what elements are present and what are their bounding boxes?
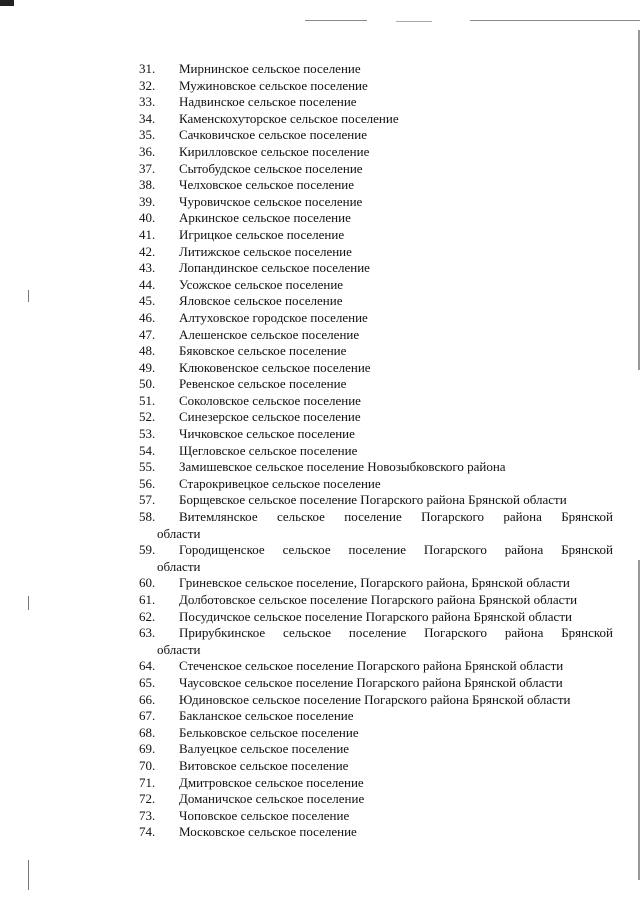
scan-artifact-line [396,21,432,22]
item-number: 63. [139,625,156,641]
scan-artifact-line [305,20,367,21]
item-number: 41. [139,226,156,242]
list-item [0,409,640,426]
item-number: 72. [139,791,156,807]
item-text: Замишевское сельское поселение Новозыбковского района [179,459,506,475]
list-item [0,127,640,144]
item-text: Аркинское сельское поселение [179,210,351,226]
list-item [0,808,640,825]
list-item [0,725,640,742]
item-number: 35. [139,127,156,143]
item-text: Клюковенское сельское поселение [179,359,371,375]
list-item [0,592,640,609]
item-text-continuation: области [157,558,201,574]
item-number: 61. [139,592,156,607]
list-item [0,61,640,78]
list-item [0,376,640,393]
list-item [0,393,640,410]
item-text: Ревенское сельское поселение [179,376,347,392]
list-item [0,227,640,244]
item-number: 40. [139,210,156,226]
list-item [0,492,640,509]
list-item [0,244,640,261]
list-item [0,111,640,128]
item-number: 38. [139,177,156,193]
item-number: 44. [139,276,156,292]
list-item [0,459,640,476]
item-text: Соколовское сельское поселение [179,392,361,408]
list-item [0,327,640,344]
item-number: 49. [139,359,156,375]
list-item [0,791,640,808]
item-text: Чуровичское сельское поселение [179,193,363,209]
item-text: Яловское сельское поселение [179,293,343,309]
item-text: Посудичское сельское поселение Погарского района Брянской области [179,608,572,624]
item-number: 60. [139,575,156,591]
item-number: 31. [139,61,156,76]
list-item [0,210,640,227]
list-item [0,78,640,95]
item-text: Прирубкинское сельское поселение Погарского района Брянской [179,625,613,641]
item-text: Синезерское сельское поселение [179,409,361,425]
list-item [0,575,640,592]
list-item [0,310,640,327]
item-text: Витовское сельское поселение [179,757,349,773]
list-item [0,692,640,709]
list-item [0,509,640,542]
list-item [0,144,640,161]
item-number: 47. [139,326,156,342]
item-text: Гриневское сельское поселение, Погарского района, Брянской области [179,575,570,591]
list-item [0,625,640,658]
list-item [0,161,640,178]
item-number: 32. [139,77,156,93]
item-number: 70. [139,757,156,773]
item-number: 54. [139,442,156,458]
item-number: 69. [139,741,156,757]
item-text: Литижское сельское поселение [179,243,352,259]
list-item [0,476,640,493]
item-number: 53. [139,426,156,442]
item-text: Челховское сельское поселение [179,177,355,193]
item-number: 62. [139,608,156,624]
item-text: Стеченское сельское поселение Погарского района Брянской области [179,658,564,674]
item-text: Щегловское сельское поселение [179,442,358,458]
item-text: Бакланское сельское поселение [179,708,354,724]
list-item [0,542,640,575]
item-text: Дмитровское сельское поселение [179,774,364,790]
item-number: 59. [139,542,156,558]
list-item [0,758,640,775]
item-number: 66. [139,691,156,707]
item-text: Надвинское сельское поселение [179,94,357,110]
list-item [0,775,640,792]
item-number: 68. [139,724,156,740]
item-text: Чичковское сельское поселение [179,426,355,442]
list-item [0,708,640,725]
item-text: Московское сельское поселение [179,824,357,840]
item-text: Сытобудское сельское поселение [179,160,363,176]
item-number: 37. [139,160,156,176]
item-number: 73. [139,807,156,823]
item-text: Валуецкое сельское поселение [179,741,350,757]
item-text: Игрицкое сельское поселение [179,226,345,242]
item-number: 57. [139,492,156,508]
item-number: 56. [139,475,156,491]
item-number: 46. [139,309,156,325]
item-text: Городищенское сельское поселение Погарского района Брянской [179,542,613,558]
list-item [0,658,640,675]
item-text: Борщевское сельское поселение Погарского района Брянской области [179,492,567,508]
list-item [0,741,640,758]
item-text: Мужиновское сельское поселение [179,77,368,93]
item-text: Усожское сельское поселение [179,276,344,292]
item-number: 33. [139,94,156,110]
list-item [0,426,640,443]
item-number: 74. [139,824,156,840]
item-number: 58. [139,509,156,525]
list-item [0,360,640,377]
item-text: Долботовское сельское поселение Погарского района Брянской области [179,592,578,607]
list-item [0,277,640,294]
item-text: Чаусовское сельское поселение Погарского района Брянской области [179,674,563,690]
item-text-continuation: области [157,641,201,657]
item-text: Сачковичское сельское поселение [179,127,367,143]
item-number: 42. [139,243,156,259]
list-item [0,443,640,460]
item-text: Мирнинское сельское поселение [179,61,361,76]
item-number: 51. [139,392,156,408]
item-number: 67. [139,708,156,724]
item-text: Алтуховское городское поселение [179,309,368,325]
item-text: Лопандинское сельское поселение [179,260,370,276]
item-text-continuation: области [157,525,201,541]
item-number: 45. [139,293,156,309]
item-text: Бяковское сельское поселение [179,343,347,359]
settlement-list [0,61,640,841]
item-number: 64. [139,658,156,674]
item-text: Витемлянское сельское поселение Погарского района Брянской [179,509,613,525]
item-number: 34. [139,110,156,126]
item-text: Бельковское сельское поселение [179,724,359,740]
list-item [0,293,640,310]
scan-artifact-top-left [0,0,14,6]
list-item [0,675,640,692]
item-number: 71. [139,774,156,790]
list-item [0,824,640,841]
list-item [0,609,640,626]
list-item [0,260,640,277]
item-text: Чоповское сельское поселение [179,807,350,823]
item-number: 52. [139,409,156,425]
scan-artifact-line [470,20,640,21]
item-text: Юдиновское сельское поселение Погарского района Брянской области [179,691,571,707]
item-number: 55. [139,459,156,475]
item-number: 36. [139,143,156,159]
list-item [0,94,640,111]
list-item [0,177,640,194]
item-number: 39. [139,193,156,209]
item-text: Старокривецкое сельское поселение [179,475,381,491]
item-text: Кирилловское сельское поселение [179,143,370,159]
item-number: 43. [139,260,156,276]
item-text: Алешенское сельское поселение [179,326,360,342]
item-number: 48. [139,343,156,359]
item-text: Доманичское сельское поселение [179,791,365,807]
list-item [0,194,640,211]
scan-artifact-edge [28,860,29,890]
item-number: 50. [139,376,156,392]
item-text: Каменскохуторское сельское поселение [179,110,399,126]
list-item [0,343,640,360]
item-number: 65. [139,674,156,690]
